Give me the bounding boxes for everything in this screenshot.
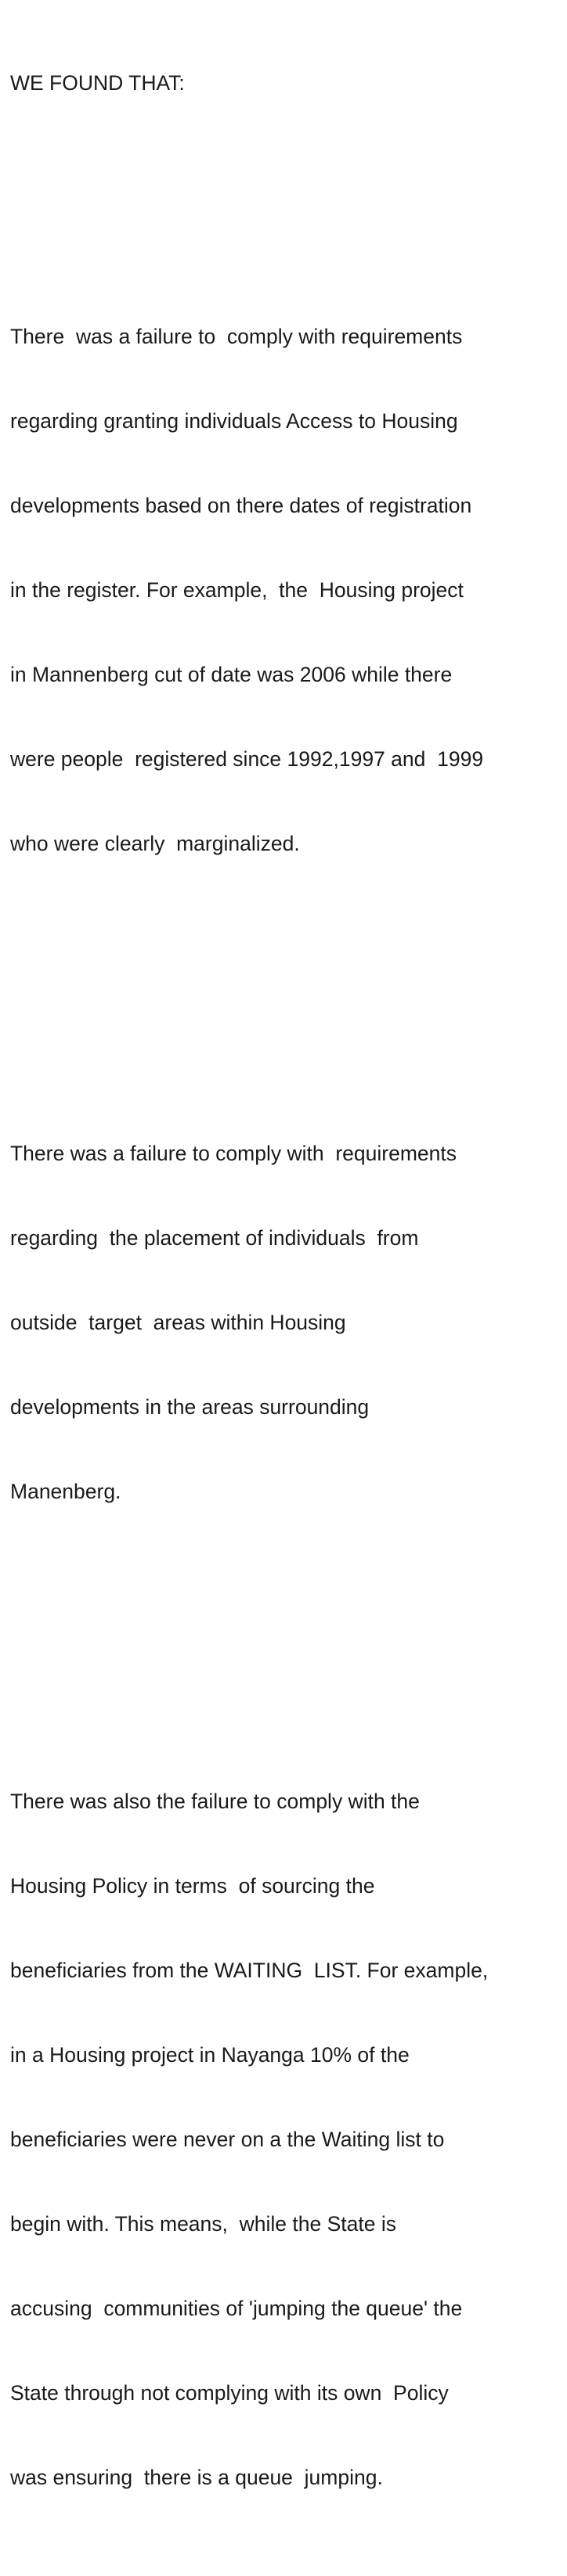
- paragraph-line: developments based on there dates of registration: [10, 494, 472, 517]
- paragraph-gap: [10, 970, 563, 998]
- paragraph-line: There was a failure to comply with requirements: [10, 1142, 457, 1165]
- paragraph-2: [10, 1083, 563, 1562]
- paragraph-1: [10, 266, 563, 914]
- paragraph-gap: [10, 153, 563, 182]
- heading: WE FOUND THAT:: [10, 71, 185, 95]
- paragraph-line: in the register. For example, the Housing project: [10, 578, 464, 602]
- paragraph-line: beneficiaries were never on a the Waiting list to: [10, 2128, 445, 2151]
- paragraph-line: Manenberg.: [10, 1480, 121, 1503]
- paragraph-line: State through not complying with its own Policy: [10, 2381, 449, 2405]
- paragraph-line: outside target areas within Housing: [10, 1311, 346, 1334]
- paragraph-line: developments in the areas surrounding: [10, 1395, 370, 1419]
- document-body: [10, 13, 563, 2576]
- paragraph-line: Housing Policy in terms of sourcing the: [10, 1874, 375, 1898]
- paragraph-line: beneficiaries from the WAITING LIST. For example,: [10, 1959, 489, 1982]
- paragraph-line: accusing communities of 'jumping the queue' the: [10, 2297, 463, 2320]
- paragraph-line: in Mannenberg cut of date was 2006 while there: [10, 663, 453, 686]
- paragraph-line: There was a failure to comply with requirements: [10, 325, 463, 348]
- paragraph-line: regarding granting individuals Access to Housing: [10, 409, 458, 433]
- paragraph-line: in a Housing project in Nayanga 10% of the: [10, 2043, 410, 2067]
- paragraph-line: were people registered since 1992,1997 and 1999: [10, 747, 484, 771]
- paragraph-line: There was also the failure to comply with the: [10, 1790, 420, 1813]
- paragraph-line: who were clearly marginalized.: [10, 832, 300, 855]
- paragraph-line: begin with. This means, while the State is: [10, 2212, 396, 2236]
- paragraph-line: was ensuring there is a queue jumping.: [10, 2466, 383, 2489]
- paragraph-3: [10, 1731, 563, 2548]
- paragraph-gap: [10, 1618, 563, 1646]
- paragraph-line: regarding the placement of individuals from: [10, 1226, 419, 1250]
